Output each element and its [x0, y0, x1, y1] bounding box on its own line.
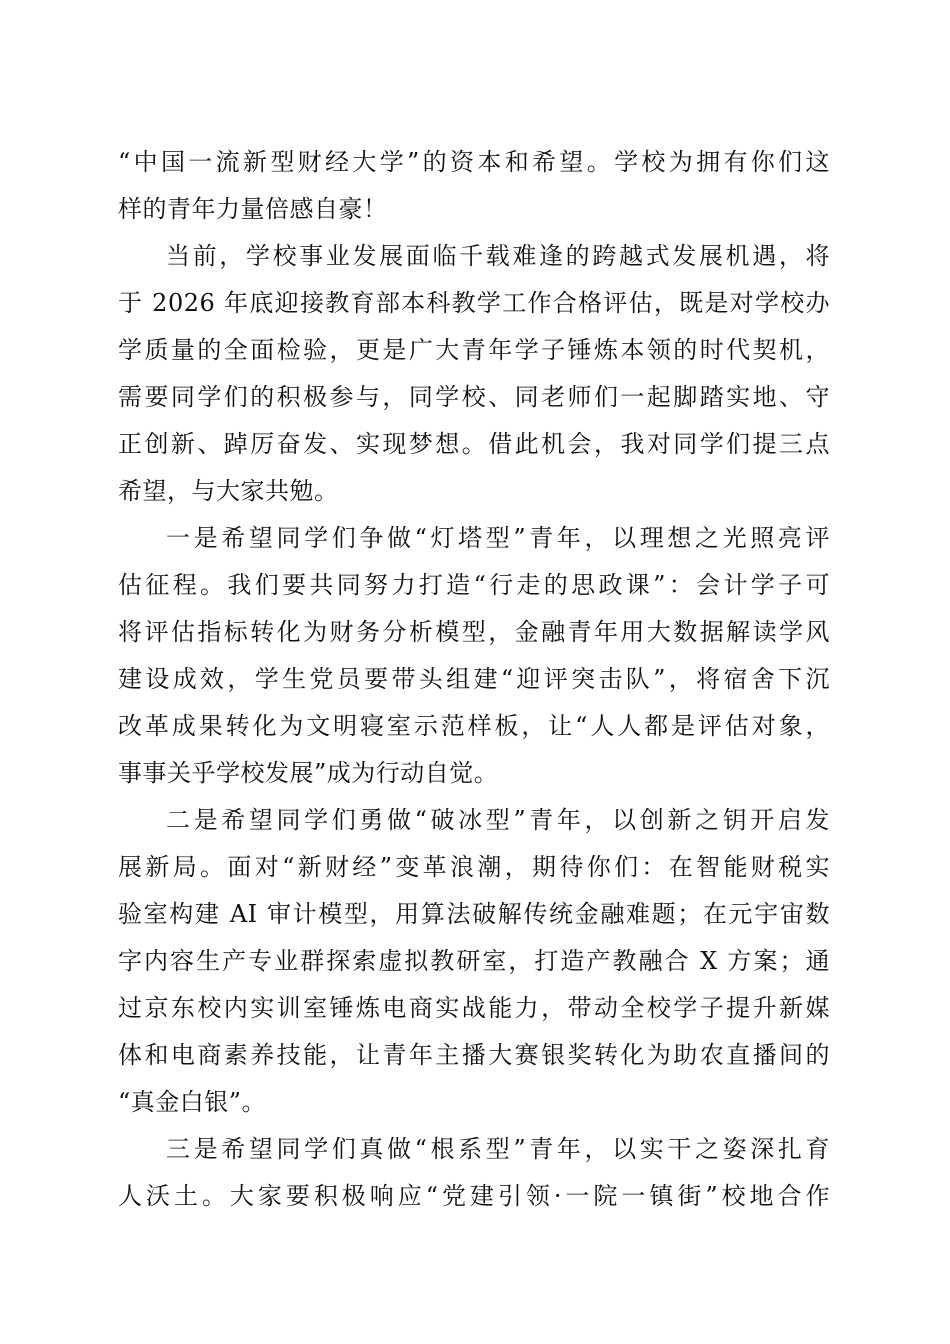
text-line: 正创新、踔厉奋发、实现梦想。借此机会，我对同学们提三点	[118, 430, 830, 458]
text-line: 展新局。面对“新财经”变革浪潮，期待你们：在智能财税实	[118, 853, 830, 881]
text-line: 过京东校内实训室锤炼电商实战能力，带动全校学子提升新媒	[118, 994, 830, 1022]
text-line: 估征程。我们要共同努力打造“行走的思政课”：会计学子可	[118, 571, 830, 599]
text-line: 样的青年力量倍感自豪！	[118, 195, 388, 223]
text-line: 验室构建 AI 审计模型，用算法破解传统金融难题；在元宇宙数	[118, 900, 830, 928]
text-line: 将评估指标转化为财务分析模型，金融青年用大数据解读学风	[118, 618, 830, 646]
text-line: 当前，学校事业发展面临千载难逢的跨越式发展机遇，将	[166, 242, 830, 270]
text-line: 需要同学们的积极参与，同学校、同老师们一起脚踏实地、守	[118, 383, 830, 411]
text-line: 改革成果转化为文明寝室示范样板，让“人人都是评估对象，	[118, 712, 830, 740]
text-line: “真金白银”。	[118, 1088, 267, 1116]
text-line: 希望，与大家共勉。	[118, 477, 339, 505]
text-line: “中国一流新型财经大学”的资本和希望。学校为拥有你们这	[118, 148, 830, 176]
text-line: 体和电商素养技能，让青年主播大赛银奖转化为助农直播间的	[118, 1041, 830, 1069]
text-line: 人沃土。大家要积极响应“党建引领·一院一镇街”校地合作	[118, 1182, 830, 1210]
text-line: 一是希望同学们争做“灯塔型”青年，以理想之光照亮评	[166, 524, 830, 552]
text-line: 事事关乎学校发展”成为行动自觉。	[118, 759, 499, 787]
text-line: 于 2026 年底迎接教育部本科教学工作合格评估，既是对学校办	[118, 289, 830, 317]
text-line: 学质量的全面检验，更是广大青年学子锤炼本领的时代契机，	[118, 336, 830, 364]
text-line: 三是希望同学们真做“根系型”青年，以实干之姿深扎育	[166, 1135, 830, 1163]
text-line: 建设成效，学生党员要带头组建“迎评突击队”，将宿舍下沉	[118, 665, 830, 693]
text-line: 二是希望同学们勇做“破冰型”青年，以创新之钥开启发	[166, 806, 830, 834]
text-line: 字内容生产专业群探索虚拟教研室，打造产教融合 X 方案；通	[118, 947, 830, 975]
